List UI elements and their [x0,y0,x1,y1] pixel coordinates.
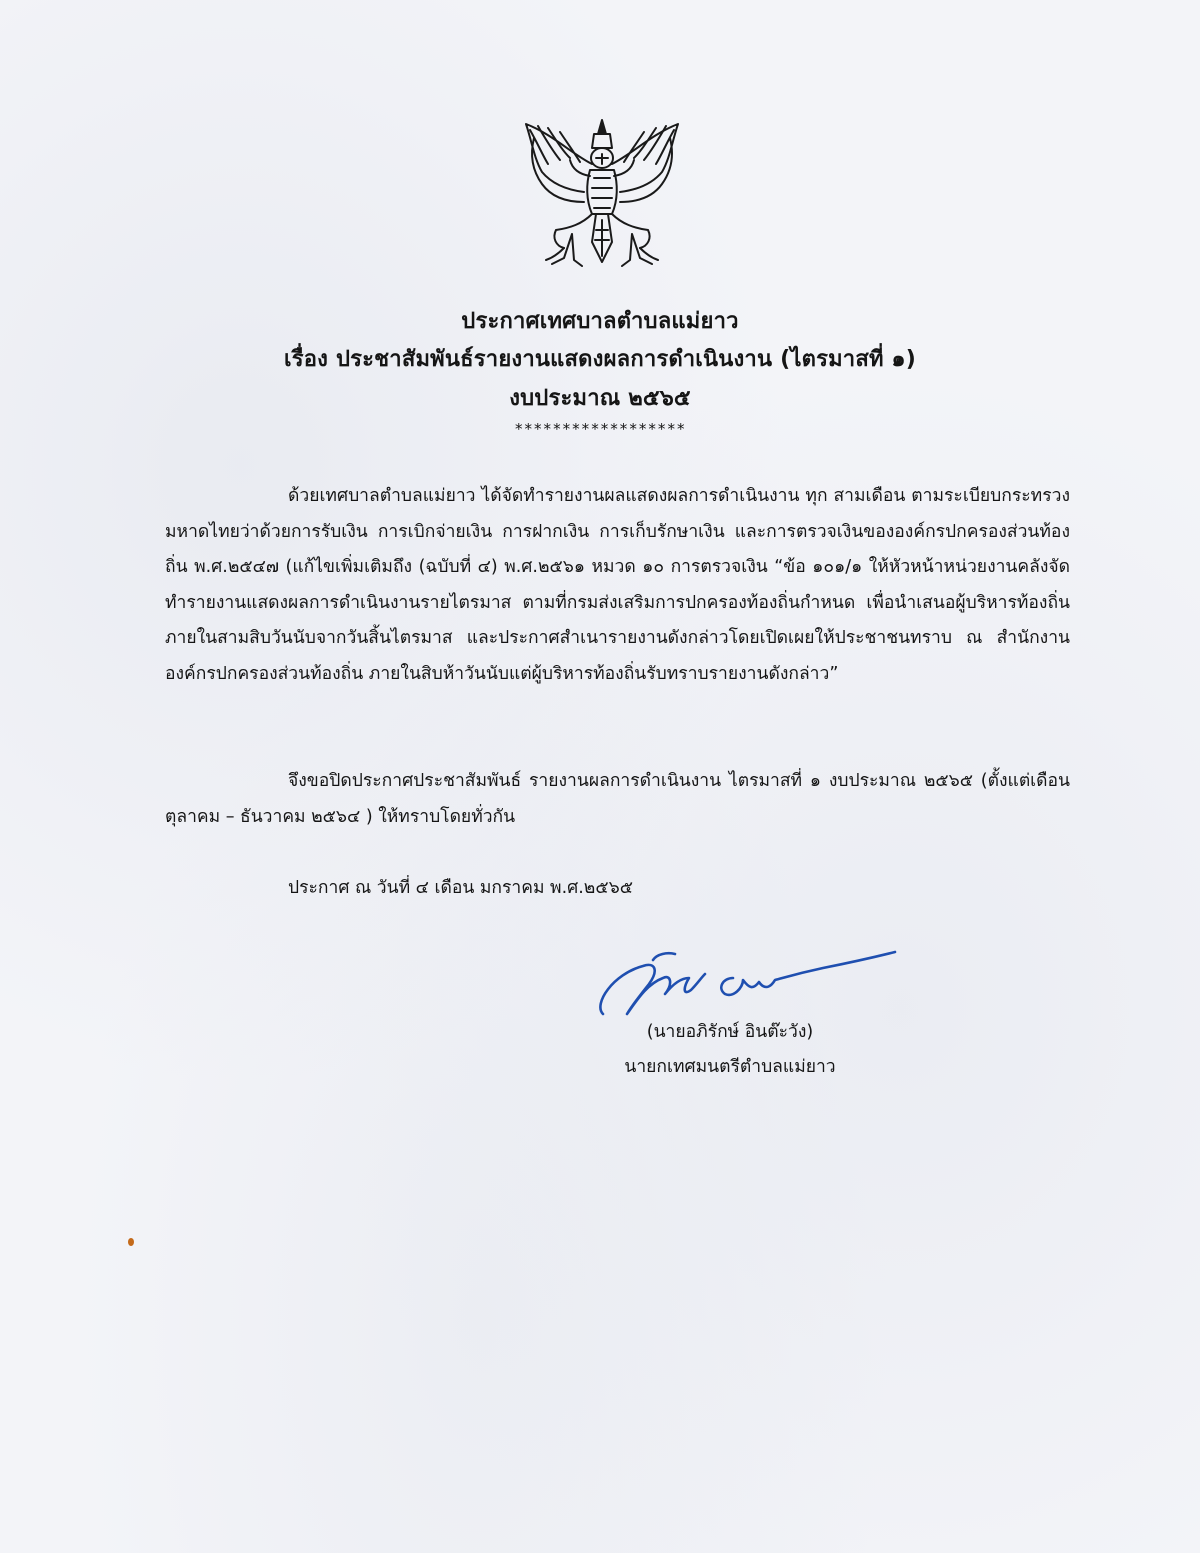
title-separator: ****************** [514,420,686,438]
garuda-emblem-icon [512,114,692,274]
body-paragraph-2: จึงขอปิดประกาศประชาสัมพันธ์ รายงานผลการดำเนินงาน ไตรมาสที่ ๑ งบประมาณ ๒๕๖๕ (ตั้งแต่เดือน ตุลาคม – ธันวาคม ๒๕๖๔ ) ให้ทราบโดยทั่วกัน [165,771,1070,827]
announcement-title: ประกาศเทศบาลตำบลแม่ยาว [461,309,739,334]
budget-year: งบประมาณ ๒๕๖๕ [509,386,691,411]
signatory-name: (นายอภิรักษ์ อินต๊ะวัง) [646,1022,814,1042]
signatory-position: นายกเทศมนตรีตำบลแม่ยาว [624,1057,836,1077]
paper-speck [128,1238,134,1246]
signature-icon [583,944,903,1024]
announcement-subject: เรื่อง ประชาสัมพันธ์รายงานแสดงผลการดำเนินงาน (ไตรมาสที่ ๑) [284,347,916,372]
announcement-date: ประกาศ ณ วันที่ ๔ เดือน มกราคม พ.ศ.๒๕๖๕ [288,878,633,898]
body-paragraph-1: ด้วยเทศบาลตำบลแม่ยาว ได้จัดทำรายงานผลแสดงผลการดำเนินงาน ทุก สามเดือน ตามระเบียบกระทรวงมหาดไทยว่าด้วยการรับเงิน การเบิกจ่ายเงิน การฝากเงิน การเก็บรักษาเงิน และการตรวจเงินขององค์กรปกครองส่วนท้องถิ่น พ.ศ.๒๕๔๗ (แก้ไขเพิ่มเติมถึง (ฉบับที่ ๔) พ.ศ.๒๕๖๑ หมวด ๑๐ การตรวจเงิน “ข้อ ๑๐๑/๑ ให้หัวหน้าหน่วยงานคลังจัดทำรายงานแสดงผลการดำเนินงานรายไตรมาส ตามที่กรมส่งเสริมการปกครองท้องถิ่นกำหนด เพื่อนำเสนอผู้บริหารท้องถิ่นภายในสามสิบวันนับจากวันสิ้นไตรมาส และประกาศสำเนารายงานดังกล่าวโดยเปิดเผยให้ประชาชนทราบ ณ สำนักงานองค์กรปกครองส่วนท้องถิ่น ภายในสิบห้าวันนับแต่ผู้บริหารท้องถิ่นรับทราบรายงานดังกล่าว” [165,486,1070,684]
